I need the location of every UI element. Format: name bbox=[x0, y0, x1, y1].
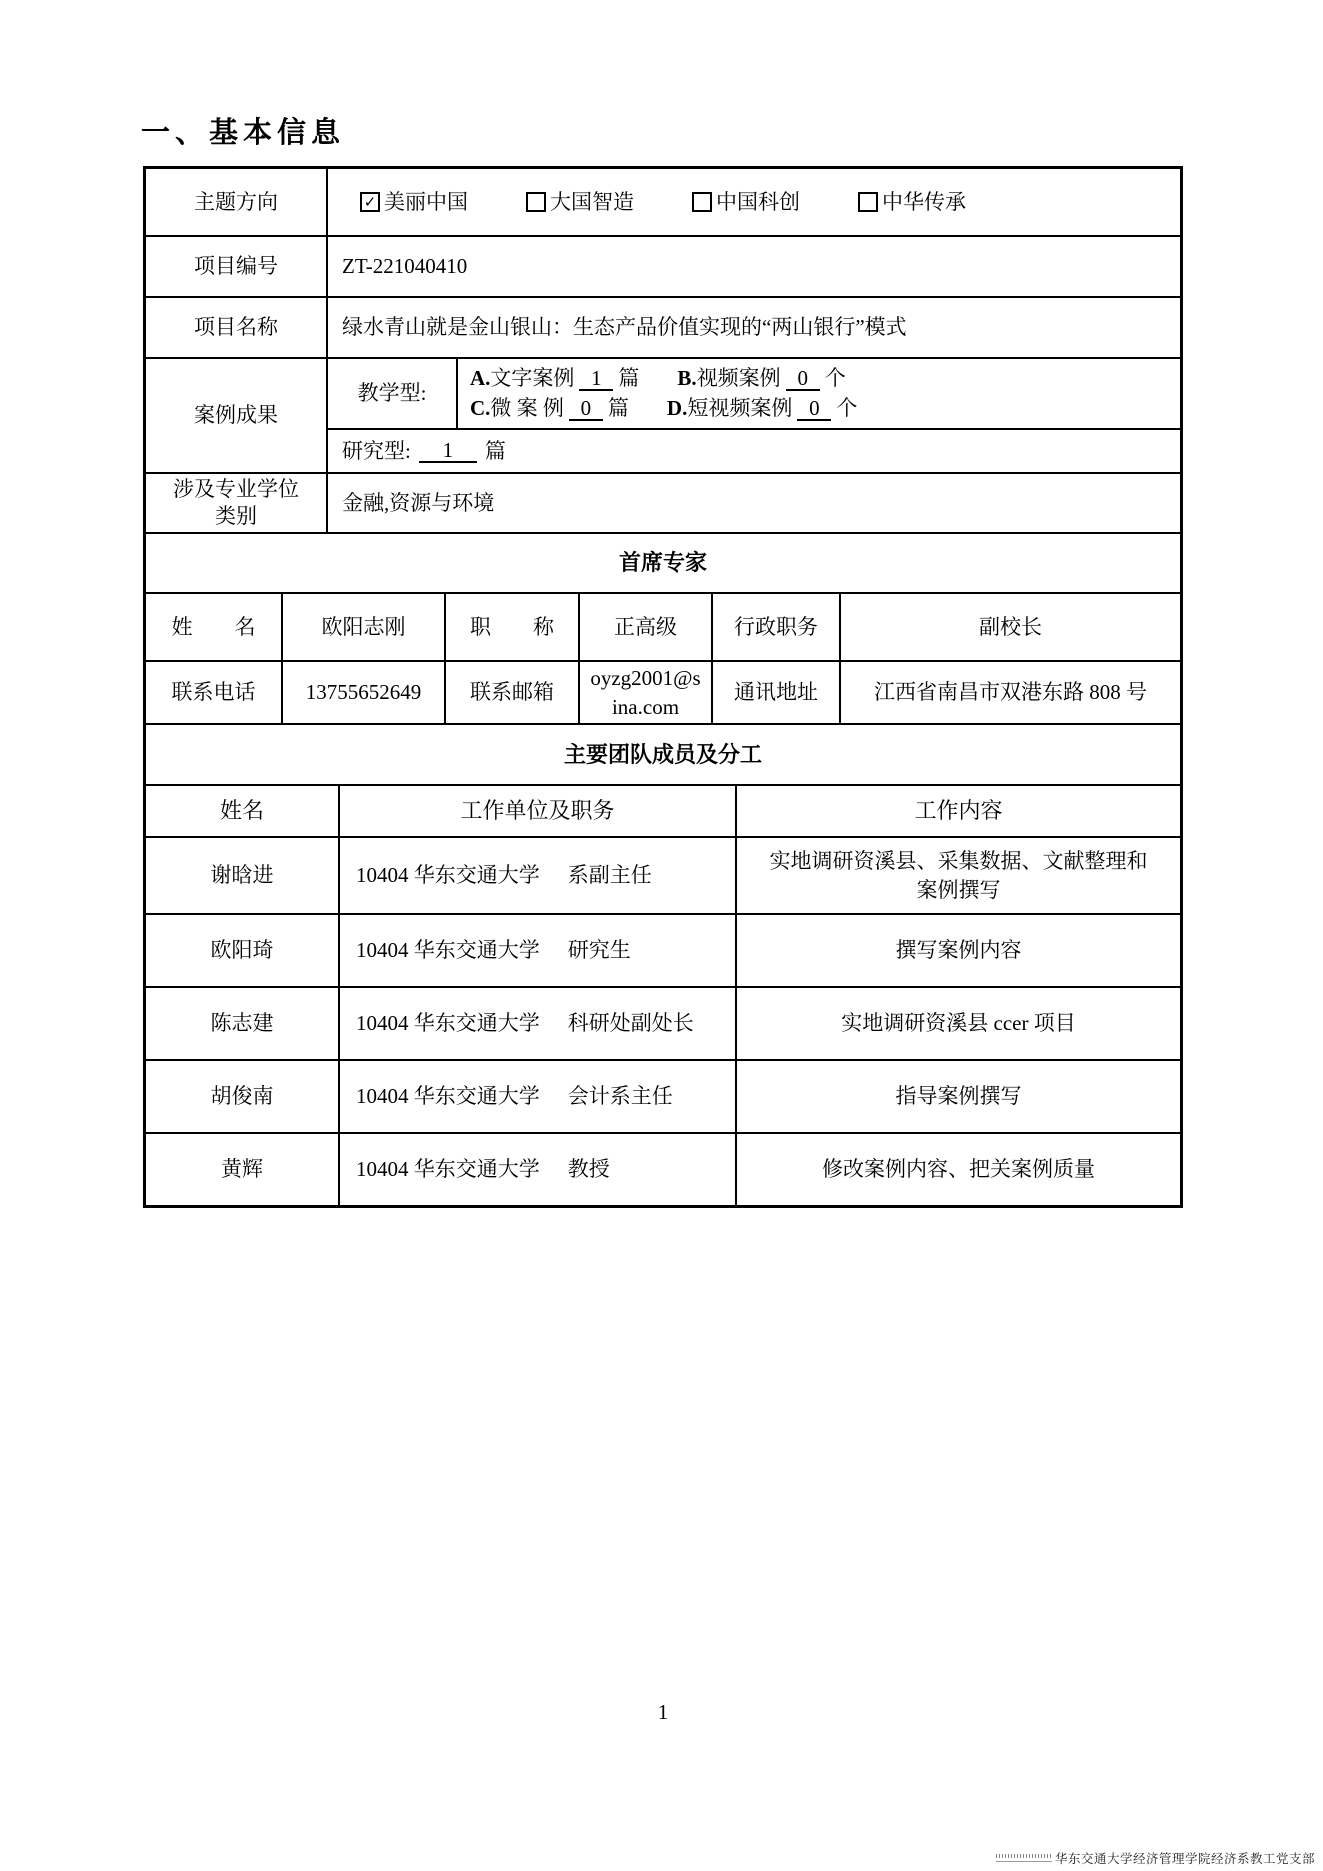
basic-info-table bbox=[143, 166, 1183, 1208]
member-name: 胡俊南 bbox=[146, 1061, 340, 1132]
member-name: 黄辉 bbox=[146, 1134, 340, 1205]
theme-option-label: 美丽中国 bbox=[384, 189, 468, 214]
member-name: 欧阳琦 bbox=[146, 915, 340, 986]
item-prefix: B. bbox=[677, 366, 697, 391]
project-number-label: 项目编号 bbox=[146, 237, 328, 296]
row-case-outcomes bbox=[146, 359, 1180, 474]
teaching-item-video-case bbox=[677, 364, 845, 392]
chief-expert-header: 首席专家 bbox=[618, 550, 707, 576]
chief-title-label: 职 称 bbox=[446, 594, 580, 660]
item-unit: 个 bbox=[824, 366, 846, 391]
theme-direction-label: 主题方向 bbox=[146, 169, 328, 235]
theme-option-label: 中国科创 bbox=[716, 189, 800, 214]
item-prefix: D. bbox=[666, 396, 688, 421]
member-org: 10404 华东交通大学 bbox=[356, 938, 540, 963]
row-chief-contact bbox=[146, 662, 1180, 725]
page-title: 一、基本信息 bbox=[141, 117, 346, 149]
member-org: 10404 华东交通大学 bbox=[356, 1084, 540, 1109]
fill-in-blank: 1 bbox=[579, 367, 613, 391]
theme-option-daguo-zhizao bbox=[526, 188, 634, 216]
team-col-duty: 工作内容 bbox=[914, 798, 1003, 824]
checkbox-unchecked-icon bbox=[526, 192, 546, 212]
chief-title-value: 正高级 bbox=[580, 594, 713, 660]
page-number: 1 bbox=[657, 1700, 669, 1724]
item-prefix: A. bbox=[470, 366, 491, 391]
fill-in-blank: 1 bbox=[419, 439, 477, 463]
member-role: 科研处副处长 bbox=[567, 1011, 694, 1036]
member-duty: 指导案例撰写 bbox=[895, 1084, 1022, 1109]
member-name: 陈志建 bbox=[146, 988, 340, 1059]
team-col-unit: 工作单位及职务 bbox=[340, 786, 737, 836]
team-member-row bbox=[146, 838, 1180, 915]
research-unit: 篇 bbox=[484, 438, 506, 463]
teaching-type-label: 教学型: bbox=[328, 359, 458, 428]
member-org: 10404 华东交通大学 bbox=[356, 1157, 540, 1182]
checkbox-unchecked-icon bbox=[692, 192, 712, 212]
checkbox-unchecked-icon bbox=[858, 192, 878, 212]
member-role: 系副主任 bbox=[567, 863, 652, 888]
member-org: 10404 华东交通大学 bbox=[356, 1011, 540, 1036]
teaching-item-micro-case bbox=[470, 394, 629, 422]
item-name: 短视频案例 bbox=[687, 396, 793, 421]
row-degree-category bbox=[146, 474, 1180, 534]
chief-admin-value: 副校长 bbox=[979, 614, 1042, 639]
chief-phone-label: 联系电话 bbox=[146, 662, 283, 723]
member-org: 10404 华东交通大学 bbox=[356, 863, 540, 888]
chief-address-value: 江西省南昌市双港东路 808 号 bbox=[874, 680, 1147, 705]
member-duty: 修改案例内容、把关案例质量 bbox=[822, 1157, 1095, 1182]
teaching-type-subrow bbox=[328, 359, 1180, 430]
team-member-row bbox=[146, 1134, 1180, 1205]
teaching-items bbox=[458, 359, 857, 428]
team-member-row bbox=[146, 988, 1180, 1061]
item-unit: 篇 bbox=[607, 396, 629, 421]
research-type-label: 研究型: bbox=[342, 438, 411, 463]
member-unit bbox=[340, 1061, 737, 1132]
project-name-value: 绿水青山就是金山银山：生态产品价值实现的“两山银行”模式 bbox=[342, 315, 907, 340]
team-section-header: 主要团队成员及分工 bbox=[563, 741, 762, 767]
teaching-item-short-video-case bbox=[667, 394, 857, 422]
theme-option-label: 中华传承 bbox=[882, 189, 966, 214]
row-chief-expert-header bbox=[146, 534, 1180, 594]
member-role: 研究生 bbox=[567, 938, 631, 963]
team-member-row bbox=[146, 915, 1180, 988]
team-col-name: 姓名 bbox=[146, 786, 340, 836]
fill-in-blank: 0 bbox=[569, 397, 603, 421]
item-name: 文字案例 bbox=[490, 366, 575, 391]
member-unit bbox=[340, 838, 737, 913]
chief-email-value: oyzg2001@sina.com bbox=[580, 662, 713, 723]
research-type-subrow bbox=[328, 430, 1180, 472]
degree-category-label bbox=[146, 474, 328, 532]
project-name-label: 项目名称 bbox=[146, 298, 328, 357]
fill-in-blank: 0 bbox=[797, 397, 831, 421]
teaching-item-text-case bbox=[470, 364, 639, 392]
theme-option-zhongguo-kechuang bbox=[692, 188, 800, 216]
row-team-columns bbox=[146, 786, 1180, 838]
chief-name-label: 姓 名 bbox=[146, 594, 283, 660]
theme-direction-options bbox=[328, 169, 1180, 235]
row-project-name bbox=[146, 298, 1180, 359]
chief-admin-label: 行政职务 bbox=[713, 594, 841, 660]
degree-label-line2: 类别 bbox=[215, 504, 257, 528]
degree-label-line1: 涉及专业学位 bbox=[173, 476, 299, 501]
member-unit bbox=[340, 1134, 737, 1205]
row-team-header bbox=[146, 725, 1180, 786]
chief-address-label: 通讯地址 bbox=[713, 662, 841, 723]
row-chief-identity bbox=[146, 594, 1180, 662]
checkbox-checked-icon: ✓ bbox=[360, 192, 380, 212]
member-duty: 撰写案例内容 bbox=[895, 938, 1022, 963]
row-project-number bbox=[146, 237, 1180, 298]
member-unit bbox=[340, 988, 737, 1059]
team-member-row bbox=[146, 1061, 1180, 1134]
item-unit: 个 bbox=[836, 396, 858, 421]
item-name: 视频案例 bbox=[696, 366, 781, 391]
chief-email-label: 联系邮箱 bbox=[446, 662, 580, 723]
chief-phone-value: 13755652649 bbox=[283, 662, 446, 723]
watermark-text: 华东交通大学经济管理学院经济系教工党支部 bbox=[1054, 1852, 1315, 1866]
watermark-seal-icon bbox=[996, 1854, 1052, 1863]
case-outcomes-label: 案例成果 bbox=[146, 359, 328, 472]
theme-option-label: 大国智造 bbox=[550, 189, 634, 214]
item-prefix: C. bbox=[470, 396, 491, 421]
member-role: 会计系主任 bbox=[567, 1084, 673, 1109]
member-name: 谢晗进 bbox=[146, 838, 340, 913]
theme-option-meili-zhongguo bbox=[360, 188, 468, 216]
member-duty: 实地调研资溪县、采集数据、文献整理和案例撰写 bbox=[769, 849, 1148, 902]
member-duty: 实地调研资溪县 ccer 项目 bbox=[841, 1011, 1076, 1036]
item-unit: 篇 bbox=[618, 366, 640, 391]
member-role: 教授 bbox=[567, 1157, 610, 1182]
project-number-value: ZT-221040410 bbox=[342, 254, 468, 279]
fill-in-blank: 0 bbox=[786, 367, 820, 391]
member-unit bbox=[340, 915, 737, 986]
item-name: 微 案 例 bbox=[490, 396, 564, 421]
row-theme-direction bbox=[146, 169, 1180, 237]
theme-option-zhonghua-chuancheng bbox=[858, 188, 966, 216]
footer-watermark bbox=[996, 1849, 1315, 1867]
degree-category-value: 金融,资源与环境 bbox=[342, 490, 495, 515]
chief-name-value: 欧阳志刚 bbox=[283, 594, 446, 660]
